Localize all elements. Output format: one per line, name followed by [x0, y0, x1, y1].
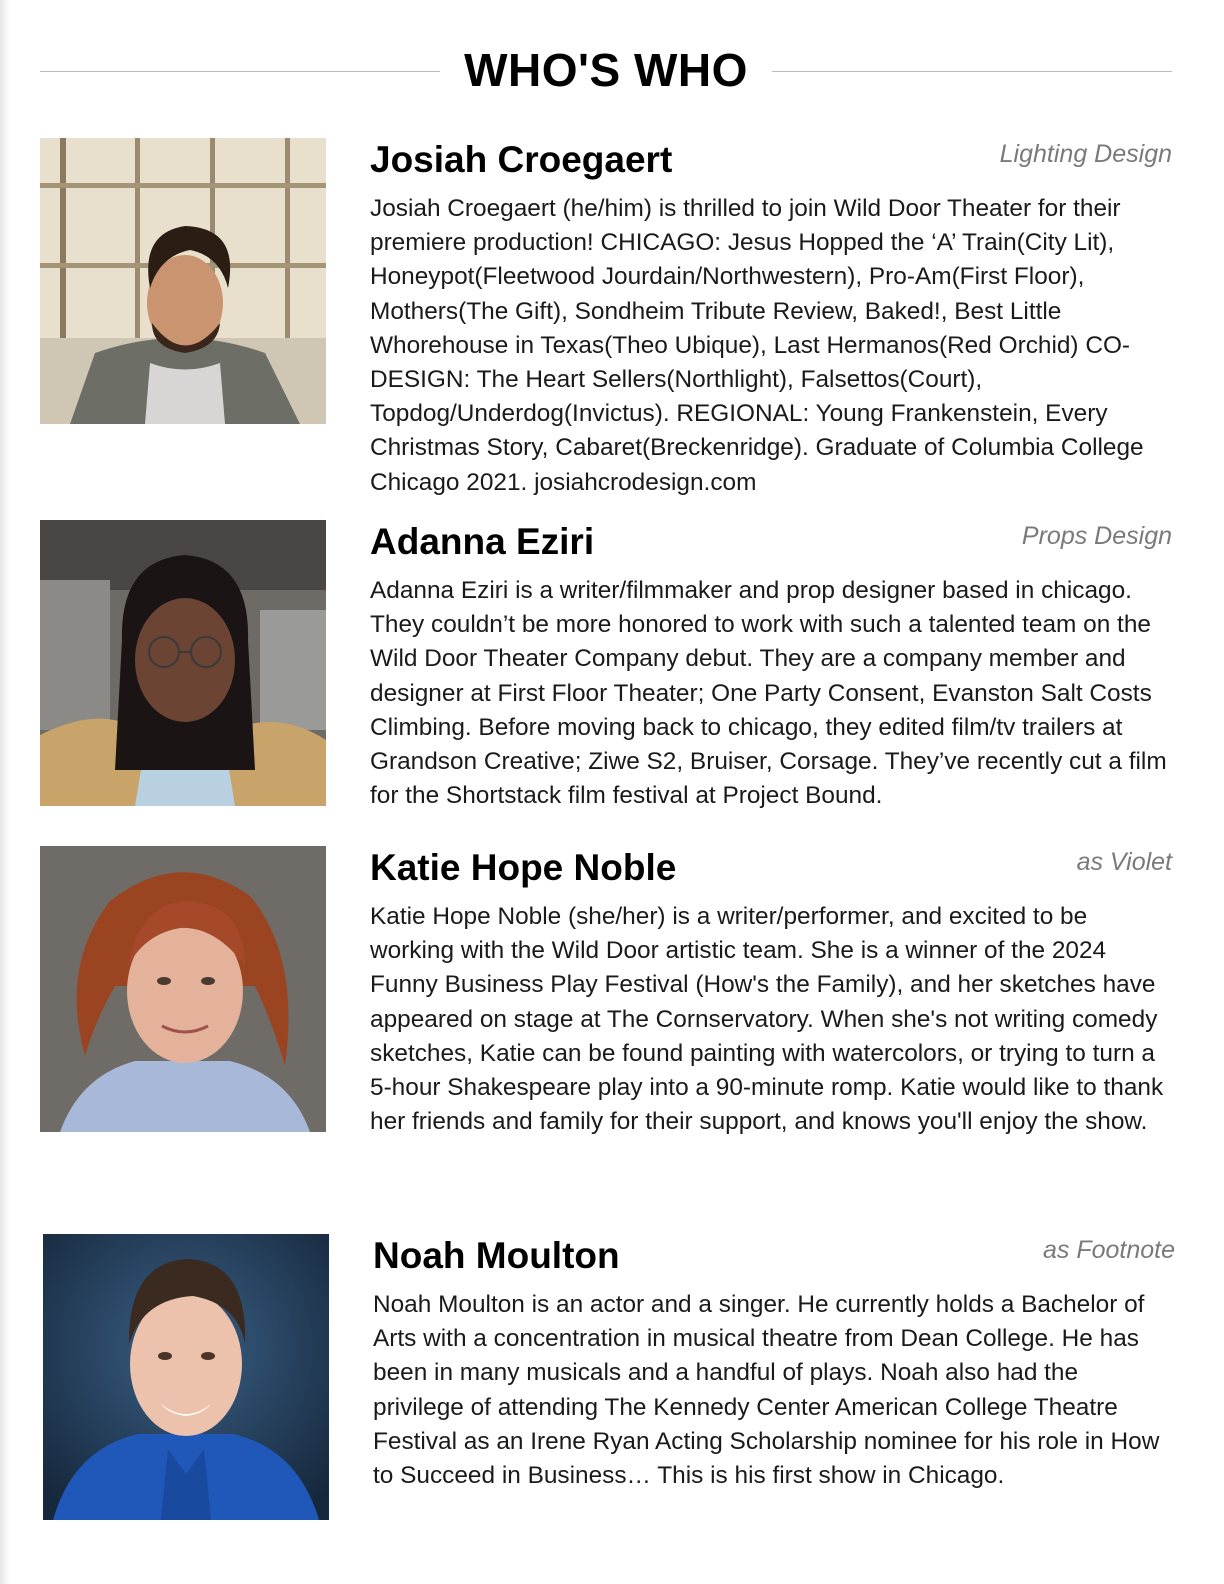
person-bio: Katie Hope Noble (she/her) is a writer/performer, and excited to be working with the Wild Door artistic team. She is a winner of the 2024 Funny Business Play Festival (How's the Family), and her sketches have appeared on stage at The Cornservatory. When she's not writing comedy sketches, Katie can be found painting with watercolors, or trying to turn a 5-hour Shakespeare play into a 90-minute romp. Katie would like to thank her friends and family for their support, and knows you'll enjoy the show. — [370, 903, 1164, 1136]
page-header — [40, 40, 1172, 100]
headshot-photo — [40, 846, 326, 1132]
person-bio: Adanna Eziri is a writer/filmmaker and prop designer based in chicago. They couldn’t be more honored to work with such a talented team on the Wild Door Theater Company debut. They are a company member and designer at First Floor Theater; One Party Consent, Evanston Salt Costs Climbing. Before moving back to chicago, they edited film/tv trailers at Grandson Creative; Ziwe S2, Bruiser, Corsage. They’ve recently cut a film for the Shortstack film festival at Project Bound. — [370, 577, 1167, 810]
page-edge-shadow — [0, 0, 10, 1584]
person-role: as Footnote — [1042, 1236, 1175, 1264]
person-name: Katie Hope Noble — [370, 847, 677, 888]
headshot-photo — [40, 520, 326, 806]
person-name: Noah Moulton — [373, 1235, 620, 1276]
page-title: WHO'S WHO — [464, 44, 748, 96]
headshot-photo — [40, 138, 326, 424]
header-rule-right — [772, 71, 1172, 72]
person-name: Josiah Croegaert — [370, 139, 673, 180]
person-role: Props Design — [1021, 522, 1172, 550]
person-name: Adanna Eziri — [370, 521, 595, 562]
person-bio: Noah Moulton is an actor and a singer. He currently holds a Bachelor of Arts with a concentration in musical theatre from Dean College. He has been in many musicals and a handful of plays. Noah also had the privilege of attending The Kennedy Center American College Theatre Festival as an Irene Ryan Acting Scholarship nominee for his role in How to Succeed in Business… This is his first show in Chicago. — [373, 1291, 1160, 1490]
person-role: as Violet — [1076, 848, 1172, 876]
header-rule-left — [40, 71, 440, 72]
person-bio: Josiah Croegaert (he/him) is thrilled to join Wild Door Theater for their premiere production! CHICAGO: Jesus Hopped the ‘A’ Train(City Lit), Honeypot(Fleetwood Jourdain/Northwestern), Pro-Am(First Floor), Mothers(The Gift), Sondheim Tribute Review, Baked!, Best Little Whorehouse in Texas(Theo Ubique), Last Hermanos(Red Orchid) CO-DESIGN: The Heart Sellers(Northlight), Falsettos(Court), Topdog/Underdog(Invictus). REGIONAL: Young Frankenstein, Every Christmas Story, Cabaret(Breckenridge). Graduate of Columbia College Chicago 2021. josiahcrodesign.com — [370, 195, 1144, 496]
person-role: Lighting Design — [999, 140, 1172, 168]
headshot-photo — [43, 1234, 329, 1520]
